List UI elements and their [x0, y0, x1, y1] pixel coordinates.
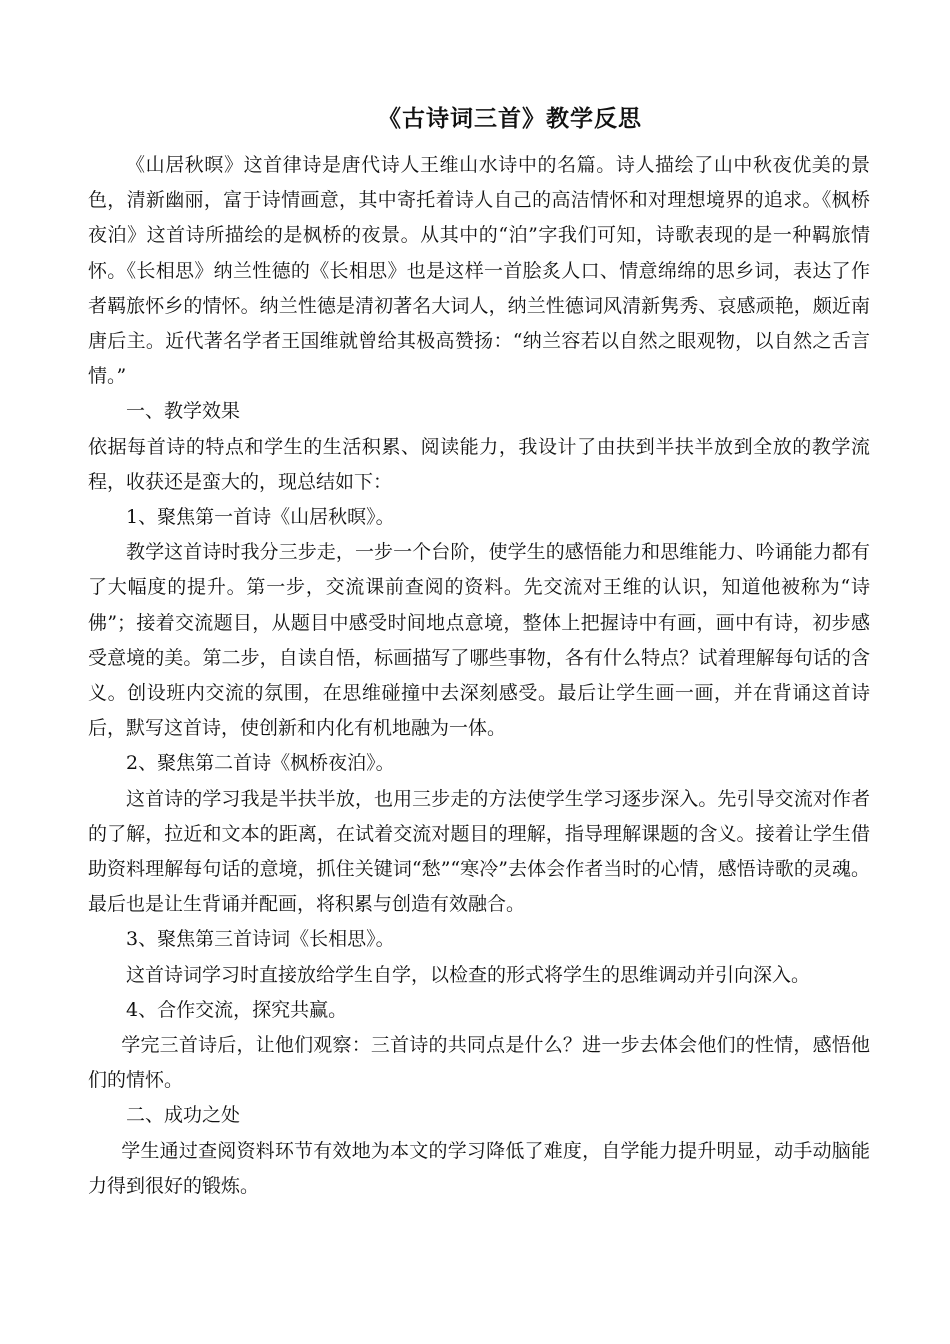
intro-paragraph: 《山居秋暝》这首律诗是唐代诗人王维山水诗中的名篇。诗人描绘了山中秋夜优美的景色，清新幽丽，富于诗情画意，其中寄托着诗人自己的高洁情怀和对理想境界的追求。《枫桥夜泊》这首诗所描绘的是枫桥的夜景。从其中的“泊”字我们可知，诗歌表现的是一种羁旅情怀。《长相思》纳兰性德的《长相思》也是这样一首脍炙人口、情意绵绵的思乡词，表达了作者羁旅怀乡的情怀。纳兰性德是清初著名大词人，纳兰性德词风清新隽秀、哀感顽艳，颇近南唐后主。近代著名学者王国维就曾给其极高赞扬：“纳兰容若以自然之眼观物，以自然之舌言情。” — [88, 154, 870, 388]
summary-paragraph: 依据每首诗的特点和学生的生活积累、阅读能力，我设计了由扶到半扶半放到全放的教学流程，收获还是蛮大的，现总结如下： — [88, 435, 870, 493]
item-paragraph-2: 这首诗的学习我是半扶半放，也用三步走的方法使学生学习逐步深入。先引导交流对作者的了解，拉近和文本的距离，在试着交流对题目的理解，指导理解课题的含义。接着让学生借助资料理解每句话的意境，抓住关键词“愁”“寒冷”去体会作者当时的心情，感悟诗歌的灵魂。最后也是让生背诵并配画，将积累与创造有效融合。 — [88, 787, 870, 916]
item-heading-3: 3、聚焦第三首诗词《长相思》。 — [126, 928, 395, 951]
item-paragraph-3: 这首诗词学习时直接放给学生自学，以检查的形式将学生的思维调动并引向深入。 — [126, 963, 811, 986]
item-paragraph-1: 教学这首诗时我分三步走，一步一个台阶，使学生的感悟能力和思维能力、吟诵能力都有了大幅度的提升。第一步，交流课前查阅的资料。先交流对王维的认识，知道他被称为“诗佛”；接着交流题目，从题目中感受时间地点意境，整体上把握诗中有画，画中有诗，初步感受意境的美。第二步，自读自悟，标画描写了哪些事物，各有什么特点？试着理解每句话的含义。创设班内交流的氛围，在思维碰撞中去深刻感受。最后让学生画一画，并在背诵这首诗后，默写这首诗，使创新和内化有机地融为一体。 — [88, 541, 870, 740]
success-paragraph: 学生通过查阅资料环节有效地为本文的学习降低了难度，自学能力提升明显，动手动脑能力得到很好的锻炼。 — [88, 1139, 870, 1197]
document-body — [88, 148, 870, 1204]
item-heading-1: 1、聚焦第一首诗《山居秋暝》。 — [126, 506, 395, 529]
section-heading-teaching-effect: 一、教学效果 — [126, 400, 241, 423]
item-paragraph-4: 学完三首诗后，让他们观察：三首诗的共同点是什么？进一步去体会他们的性情，感悟他们的情怀。 — [88, 1034, 870, 1092]
item-heading-2: 2、聚焦第二首诗《枫桥夜泊》。 — [126, 752, 395, 775]
document-title: 《古诗词三首》教学反思 — [378, 106, 642, 132]
section-heading-success: 二、成功之处 — [126, 1104, 241, 1127]
item-heading-4: 4、合作交流，探究共赢。 — [126, 998, 348, 1021]
